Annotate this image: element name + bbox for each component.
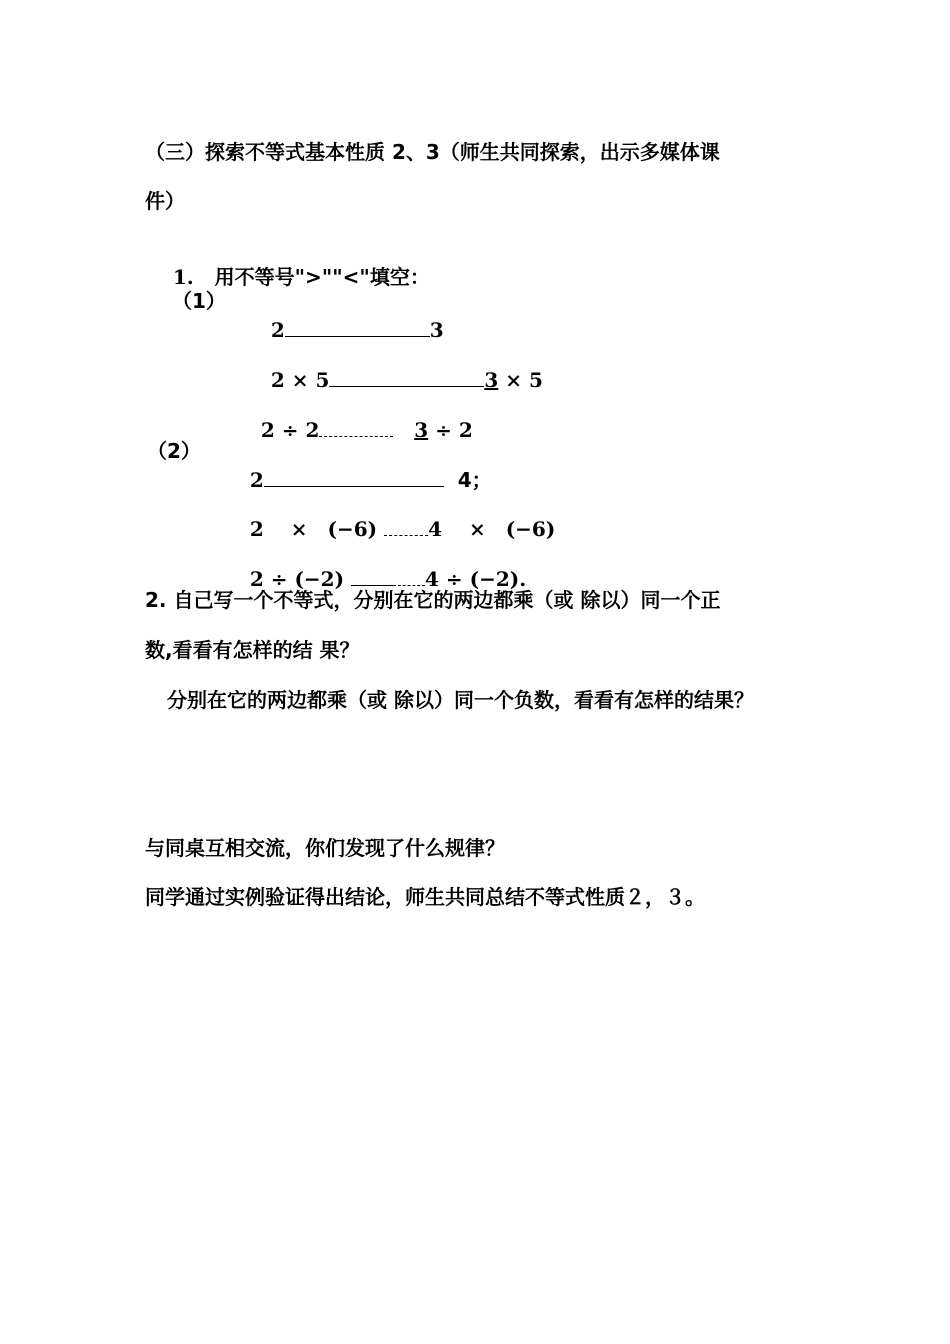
- blank-line[interactable]: [285, 314, 430, 337]
- p1r3-right-rest: ÷ 2: [428, 418, 473, 442]
- p2r1-right: 4；: [457, 468, 492, 492]
- p2r1-left: 2: [249, 468, 264, 492]
- blank-line[interactable]: [329, 364, 484, 387]
- conclusion-text: 同学通过实例验证得出结论，师生共同总结不等式性质２，３。: [145, 885, 705, 909]
- part-2-label: （2）: [147, 439, 201, 463]
- question-1-label: 1.: [172, 265, 194, 289]
- p1r1-left: 2: [270, 318, 285, 342]
- question-2-line2: 数,看看有怎样的结 果？: [145, 638, 360, 662]
- blank-line-dashed[interactable]: [393, 563, 425, 586]
- blank-line[interactable]: [264, 464, 444, 487]
- blank-line[interactable]: [351, 563, 393, 586]
- section-title-line1: （三）探索不等式基本性质 2、3（师生共同探索，出示多媒体课: [145, 140, 720, 164]
- part-1-label: （1）: [172, 289, 226, 313]
- p1r3-right-num: 3: [414, 418, 429, 442]
- p1r3-left: 2 ÷ 2: [260, 418, 320, 442]
- p1r2-right-num: 3: [484, 368, 499, 392]
- question-1-instruction: 用不等号">""<"填空：: [214, 265, 430, 289]
- p2r2-right: 4 × (−6): [428, 517, 556, 541]
- p1r1-right: 3: [429, 318, 444, 342]
- blank-line[interactable]: [319, 414, 393, 437]
- p2r3-left: 2 ÷ (−2): [249, 567, 345, 591]
- blank-line[interactable]: [384, 513, 428, 536]
- p2r2-left: 2 × (−6): [249, 517, 378, 541]
- question-2-line3: 分别在它的两边都乘（或 除以）同一个负数，看看有怎样的结果？: [167, 688, 754, 712]
- question-2-line1: 2. 自己写一个不等式，分别在它的两边都乘（或 除以）同一个正: [145, 588, 721, 612]
- p1r2-left: 2 × 5: [270, 368, 330, 392]
- p1r2-right-rest: × 5: [498, 368, 543, 392]
- section-title-line2: 件）: [145, 189, 185, 213]
- p2r3-right: 4 ÷ (−2).: [425, 567, 527, 591]
- discussion-text: 与同桌互相交流，你们发现了什么规律？: [145, 836, 505, 860]
